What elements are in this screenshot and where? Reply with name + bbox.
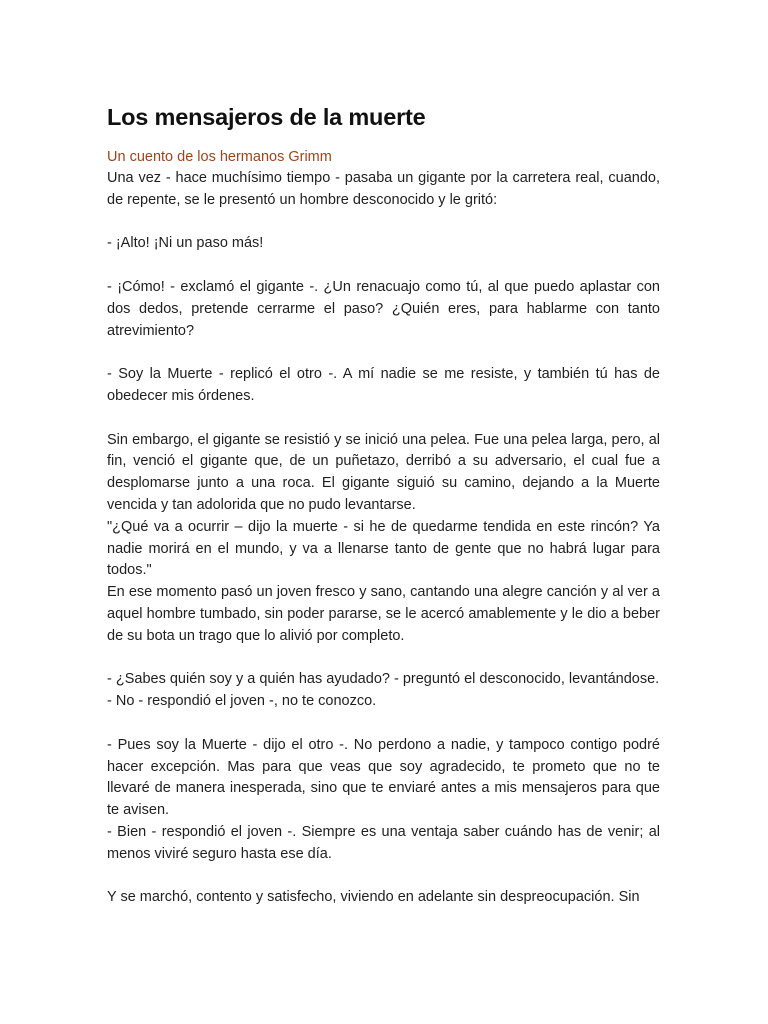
paragraph: - No - respondió el joven -, no te conozco. <box>107 693 377 710</box>
subtitle: Un cuento de los hermanos Grimm <box>107 149 332 165</box>
paragraph: "¿Qué va a ocurrir – dijo la muerte - si he de quedarme tendida en este rincón? Ya nadie morirá en el mundo, y va a llenarse tanto de gente que no habrá lugar para todos." <box>107 518 660 579</box>
paragraph: En ese momento pasó un joven fresco y sano, cantando una alegre canción y al ver a aquel hombre tumbado, sin poder pararse, se le acercó amablemente y le dio a beber de su bota un trago que lo alivió por completo. <box>107 584 660 644</box>
paragraph: - Soy la Muerte - replicó el otro -. A mí nadie se me resiste, y también tú has de obedecer mis órdenes. <box>107 366 660 404</box>
paragraph: - ¿Sabes quién soy y a quién has ayudado? - preguntó el desconocido, levantándose. <box>107 671 660 688</box>
paragraph: - Pues soy la Muerte - dijo el otro -. No perdono a nadie, y tampoco contigo podré hacer excepción. Mas para que veas que soy agradecido, te prometo que no te llevaré de manera inesperada, sino que te enviaré antes a mis mensajeros para que te avisen. <box>107 736 660 819</box>
paragraph: - Bien - respondió el joven -. Siempre es una ventaja saber cuándo has de venir; al menos viviré seguro hasta ese día. <box>107 823 660 862</box>
story-body <box>107 168 660 909</box>
page-title: Los mensajeros de la muerte <box>107 104 426 130</box>
paragraph: Sin embargo, el gigante se resistió y se inició una pelea. Fue una pelea larga, pero, al fin, venció el gigante que, de un puñetazo, derribó a su adversario, el cual fue a desplomarse junto a una roca. El gigante siguió su camino, dejando a la Muerte vencida y tan adolorida que no pudo levantarse. <box>107 431 660 513</box>
paragraph: Una vez - hace muchísimo tiempo - pasaba un gigante por la carretera real, cuando, de repente, se le presentó un hombre desconocido y le gritó: <box>107 170 660 208</box>
paragraph: - ¡Alto! ¡Ni un paso más! <box>107 235 264 252</box>
paragraph: Y se marchó, contento y satisfecho, viviendo en adelante sin despreocupación. Sin <box>107 889 640 906</box>
paragraph: - ¡Cómo! - exclamó el gigante -. ¿Un renacuajo como tú, al que puedo aplastar con dos dedos, pretende cerrarme el paso? ¿Quién eres, para hablarme con tanto atrevimiento? <box>107 278 660 339</box>
